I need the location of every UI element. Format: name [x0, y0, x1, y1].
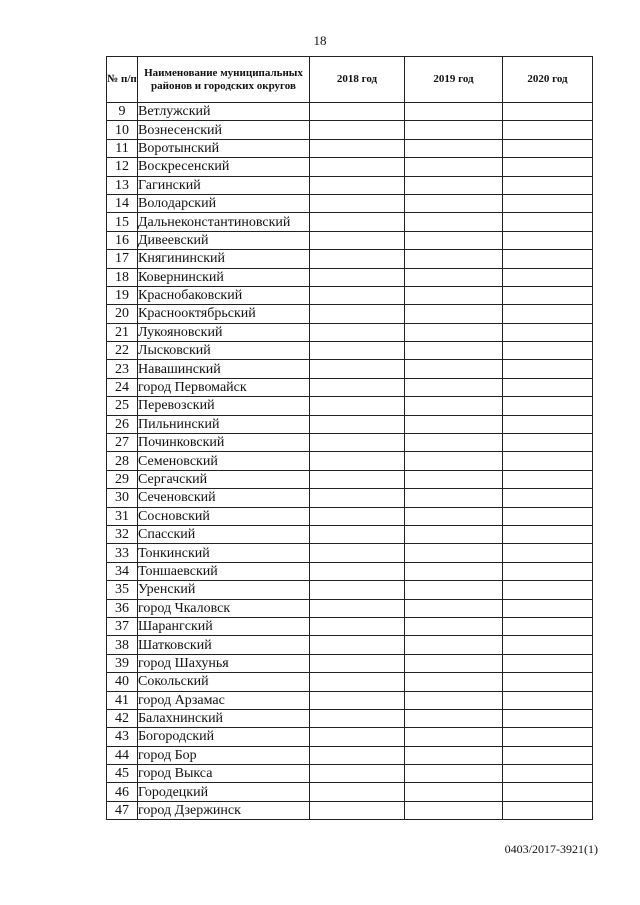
cell-2018 — [310, 378, 405, 396]
cell-2018 — [310, 342, 405, 360]
cell-2020 — [503, 470, 593, 488]
cell-2019 — [405, 250, 503, 268]
table-row — [107, 783, 593, 801]
cell-2019 — [405, 691, 503, 709]
cell-2019 — [405, 673, 503, 691]
cell-2018 — [310, 562, 405, 580]
page-number: 18 — [313, 33, 327, 48]
header-2019: 2019 год — [405, 57, 503, 103]
municipality-name: Перевозский — [138, 397, 310, 415]
municipality-name: Сосновский — [138, 507, 310, 525]
cell-2020 — [503, 342, 593, 360]
cell-2019 — [405, 397, 503, 415]
municipality-name: Пильнинский — [138, 415, 310, 433]
cell-2020 — [503, 728, 593, 746]
municipality-name: Краснооктябрьский — [138, 305, 310, 323]
cell-2020 — [503, 323, 593, 341]
cell-2018 — [310, 765, 405, 783]
cell-2019 — [405, 323, 503, 341]
row-number: 19 — [107, 286, 138, 304]
cell-2019 — [405, 194, 503, 212]
cell-2018 — [310, 286, 405, 304]
municipality-name: город Арзамас — [138, 691, 310, 709]
municipality-name: Володарский — [138, 194, 310, 212]
cell-2019 — [405, 599, 503, 617]
municipality-name: Воскресенский — [138, 158, 310, 176]
table-row — [107, 507, 593, 525]
table-row — [107, 378, 593, 396]
row-number: 44 — [107, 746, 138, 764]
cell-2018 — [310, 470, 405, 488]
municipality-name: город Первомайск — [138, 378, 310, 396]
cell-2019 — [405, 562, 503, 580]
cell-2018 — [310, 673, 405, 691]
municipality-name: Ковернинский — [138, 268, 310, 286]
municipality-name: Навашинский — [138, 360, 310, 378]
municipality-name: Шатковский — [138, 636, 310, 654]
cell-2018 — [310, 709, 405, 727]
row-number: 35 — [107, 581, 138, 599]
table-row — [107, 305, 593, 323]
table-row — [107, 581, 593, 599]
cell-2018 — [310, 194, 405, 212]
cell-2020 — [503, 673, 593, 691]
cell-2018 — [310, 617, 405, 635]
cell-2019 — [405, 507, 503, 525]
cell-2020 — [503, 691, 593, 709]
row-number: 33 — [107, 544, 138, 562]
cell-2018 — [310, 213, 405, 231]
municipality-name: Сеченовский — [138, 489, 310, 507]
cell-2020 — [503, 636, 593, 654]
municipality-name: Уренский — [138, 581, 310, 599]
cell-2020 — [503, 305, 593, 323]
cell-2019 — [405, 268, 503, 286]
municipality-name: город Чкаловск — [138, 599, 310, 617]
cell-2020 — [503, 121, 593, 139]
cell-2018 — [310, 434, 405, 452]
cell-2020 — [503, 250, 593, 268]
cell-2019 — [405, 378, 503, 396]
municipality-name: Дальнеконстантиновский — [138, 213, 310, 231]
municipality-name: город Шахунья — [138, 654, 310, 672]
cell-2018 — [310, 103, 405, 121]
row-number: 24 — [107, 378, 138, 396]
cell-2019 — [405, 158, 503, 176]
row-number: 34 — [107, 562, 138, 580]
cell-2020 — [503, 176, 593, 194]
table-row — [107, 286, 593, 304]
cell-2019 — [405, 415, 503, 433]
cell-2019 — [405, 544, 503, 562]
cell-2018 — [310, 360, 405, 378]
row-number: 29 — [107, 470, 138, 488]
cell-2020 — [503, 507, 593, 525]
cell-2020 — [503, 158, 593, 176]
cell-2020 — [503, 783, 593, 801]
table-row — [107, 121, 593, 139]
row-number: 45 — [107, 765, 138, 783]
municipality-name: Ветлужский — [138, 103, 310, 121]
cell-2019 — [405, 286, 503, 304]
municipality-name: Дивеевский — [138, 231, 310, 249]
row-number: 20 — [107, 305, 138, 323]
cell-2019 — [405, 360, 503, 378]
cell-2018 — [310, 158, 405, 176]
cell-2019 — [405, 765, 503, 783]
row-number: 13 — [107, 176, 138, 194]
cell-2019 — [405, 746, 503, 764]
cell-2020 — [503, 654, 593, 672]
table-row — [107, 746, 593, 764]
cell-2020 — [503, 360, 593, 378]
cell-2019 — [405, 525, 503, 543]
cell-2019 — [405, 213, 503, 231]
row-number: 32 — [107, 525, 138, 543]
row-number: 14 — [107, 194, 138, 212]
row-number: 31 — [107, 507, 138, 525]
cell-2018 — [310, 728, 405, 746]
table-row — [107, 470, 593, 488]
table-row — [107, 360, 593, 378]
table-row — [107, 525, 593, 543]
municipality-name: Шарангский — [138, 617, 310, 635]
table-row — [107, 562, 593, 580]
table-row — [107, 709, 593, 727]
municipality-name: Починковский — [138, 434, 310, 452]
table-row — [107, 765, 593, 783]
cell-2020 — [503, 397, 593, 415]
cell-2018 — [310, 323, 405, 341]
row-number: 15 — [107, 213, 138, 231]
municipality-name: Сергачский — [138, 470, 310, 488]
cell-2019 — [405, 489, 503, 507]
cell-2018 — [310, 397, 405, 415]
cell-2018 — [310, 599, 405, 617]
table-row — [107, 654, 593, 672]
table-row — [107, 323, 593, 341]
municipality-name: Вознесенский — [138, 121, 310, 139]
cell-2019 — [405, 654, 503, 672]
cell-2018 — [310, 581, 405, 599]
cell-2019 — [405, 305, 503, 323]
table-row — [107, 801, 593, 819]
cell-2020 — [503, 765, 593, 783]
table-row — [107, 673, 593, 691]
municipality-name: Тонкинский — [138, 544, 310, 562]
cell-2019 — [405, 103, 503, 121]
cell-2019 — [405, 728, 503, 746]
cell-2018 — [310, 525, 405, 543]
municipality-name: Лукояновский — [138, 323, 310, 341]
table-row — [107, 103, 593, 121]
cell-2018 — [310, 268, 405, 286]
cell-2020 — [503, 489, 593, 507]
row-number: 28 — [107, 452, 138, 470]
row-number: 30 — [107, 489, 138, 507]
cell-2018 — [310, 121, 405, 139]
table-row — [107, 489, 593, 507]
cell-2018 — [310, 654, 405, 672]
row-number: 26 — [107, 415, 138, 433]
table-row — [107, 636, 593, 654]
cell-2018 — [310, 250, 405, 268]
cell-2020 — [503, 581, 593, 599]
municipality-name: Гагинский — [138, 176, 310, 194]
cell-2019 — [405, 121, 503, 139]
cell-2020 — [503, 746, 593, 764]
cell-2020 — [503, 231, 593, 249]
table-row — [107, 250, 593, 268]
cell-2020 — [503, 286, 593, 304]
table-row — [107, 728, 593, 746]
cell-2018 — [310, 489, 405, 507]
table-row — [107, 213, 593, 231]
table-row — [107, 544, 593, 562]
table-row — [107, 231, 593, 249]
row-number: 17 — [107, 250, 138, 268]
cell-2019 — [405, 342, 503, 360]
row-number: 12 — [107, 158, 138, 176]
cell-2020 — [503, 525, 593, 543]
cell-2018 — [310, 801, 405, 819]
cell-2020 — [503, 268, 593, 286]
cell-2020 — [503, 562, 593, 580]
cell-2020 — [503, 599, 593, 617]
cell-2019 — [405, 176, 503, 194]
municipality-name: Спасский — [138, 525, 310, 543]
cell-2018 — [310, 544, 405, 562]
cell-2019 — [405, 231, 503, 249]
row-number: 10 — [107, 121, 138, 139]
municipality-name: город Бор — [138, 746, 310, 764]
table-row — [107, 617, 593, 635]
row-number: 39 — [107, 654, 138, 672]
header-name: Наименование муниципальных районов и городских округов — [138, 57, 310, 103]
table-row — [107, 415, 593, 433]
cell-2020 — [503, 709, 593, 727]
cell-2019 — [405, 581, 503, 599]
municipality-name: Богородский — [138, 728, 310, 746]
municipality-name: Воротынский — [138, 139, 310, 157]
cell-2020 — [503, 434, 593, 452]
cell-2020 — [503, 801, 593, 819]
cell-2018 — [310, 507, 405, 525]
cell-2018 — [310, 176, 405, 194]
table-row — [107, 342, 593, 360]
municipality-name: город Дзержинск — [138, 801, 310, 819]
table-row — [107, 452, 593, 470]
row-number: 23 — [107, 360, 138, 378]
row-number: 25 — [107, 397, 138, 415]
cell-2020 — [503, 139, 593, 157]
municipality-name: город Выкса — [138, 765, 310, 783]
row-number: 16 — [107, 231, 138, 249]
cell-2020 — [503, 617, 593, 635]
cell-2018 — [310, 415, 405, 433]
table-row — [107, 139, 593, 157]
cell-2019 — [405, 636, 503, 654]
cell-2018 — [310, 139, 405, 157]
row-number: 37 — [107, 617, 138, 635]
cell-2020 — [503, 378, 593, 396]
table-row — [107, 194, 593, 212]
row-number: 40 — [107, 673, 138, 691]
cell-2019 — [405, 617, 503, 635]
table-row — [107, 691, 593, 709]
row-number: 38 — [107, 636, 138, 654]
cell-2019 — [405, 434, 503, 452]
cell-2019 — [405, 470, 503, 488]
municipality-name: Сокольский — [138, 673, 310, 691]
cell-2020 — [503, 415, 593, 433]
cell-2019 — [405, 801, 503, 819]
table-body — [107, 103, 593, 820]
table-row — [107, 268, 593, 286]
cell-2020 — [503, 103, 593, 121]
cell-2018 — [310, 231, 405, 249]
header-2020: 2020 год — [503, 57, 593, 103]
cell-2019 — [405, 709, 503, 727]
municipality-name: Балахнинский — [138, 709, 310, 727]
cell-2020 — [503, 194, 593, 212]
municipality-name: Лысковский — [138, 342, 310, 360]
row-number: 21 — [107, 323, 138, 341]
cell-2020 — [503, 452, 593, 470]
municipalities-table — [106, 56, 593, 820]
municipality-name: Княгининский — [138, 250, 310, 268]
cell-2018 — [310, 783, 405, 801]
cell-2018 — [310, 452, 405, 470]
cell-2018 — [310, 305, 405, 323]
row-number: 11 — [107, 139, 138, 157]
cell-2019 — [405, 452, 503, 470]
header-num: № п/п — [107, 57, 138, 103]
table-row — [107, 158, 593, 176]
municipality-name: Семеновский — [138, 452, 310, 470]
municipality-name: Городецкий — [138, 783, 310, 801]
row-number: 9 — [107, 103, 138, 121]
row-number: 41 — [107, 691, 138, 709]
row-number: 42 — [107, 709, 138, 727]
table-row — [107, 397, 593, 415]
cell-2019 — [405, 139, 503, 157]
row-number: 43 — [107, 728, 138, 746]
table-row — [107, 599, 593, 617]
table-row — [107, 434, 593, 452]
row-number: 47 — [107, 801, 138, 819]
table-header-row — [107, 57, 593, 103]
header-2018: 2018 год — [310, 57, 405, 103]
row-number: 36 — [107, 599, 138, 617]
cell-2019 — [405, 783, 503, 801]
cell-2018 — [310, 636, 405, 654]
row-number: 18 — [107, 268, 138, 286]
row-number: 22 — [107, 342, 138, 360]
cell-2018 — [310, 746, 405, 764]
municipality-name: Тоншаевский — [138, 562, 310, 580]
document-code: 0403/2017-3921(1) — [504, 842, 598, 856]
municipality-name: Краснобаковский — [138, 286, 310, 304]
cell-2020 — [503, 213, 593, 231]
row-number: 27 — [107, 434, 138, 452]
table-row — [107, 176, 593, 194]
row-number: 46 — [107, 783, 138, 801]
cell-2020 — [503, 544, 593, 562]
cell-2018 — [310, 691, 405, 709]
